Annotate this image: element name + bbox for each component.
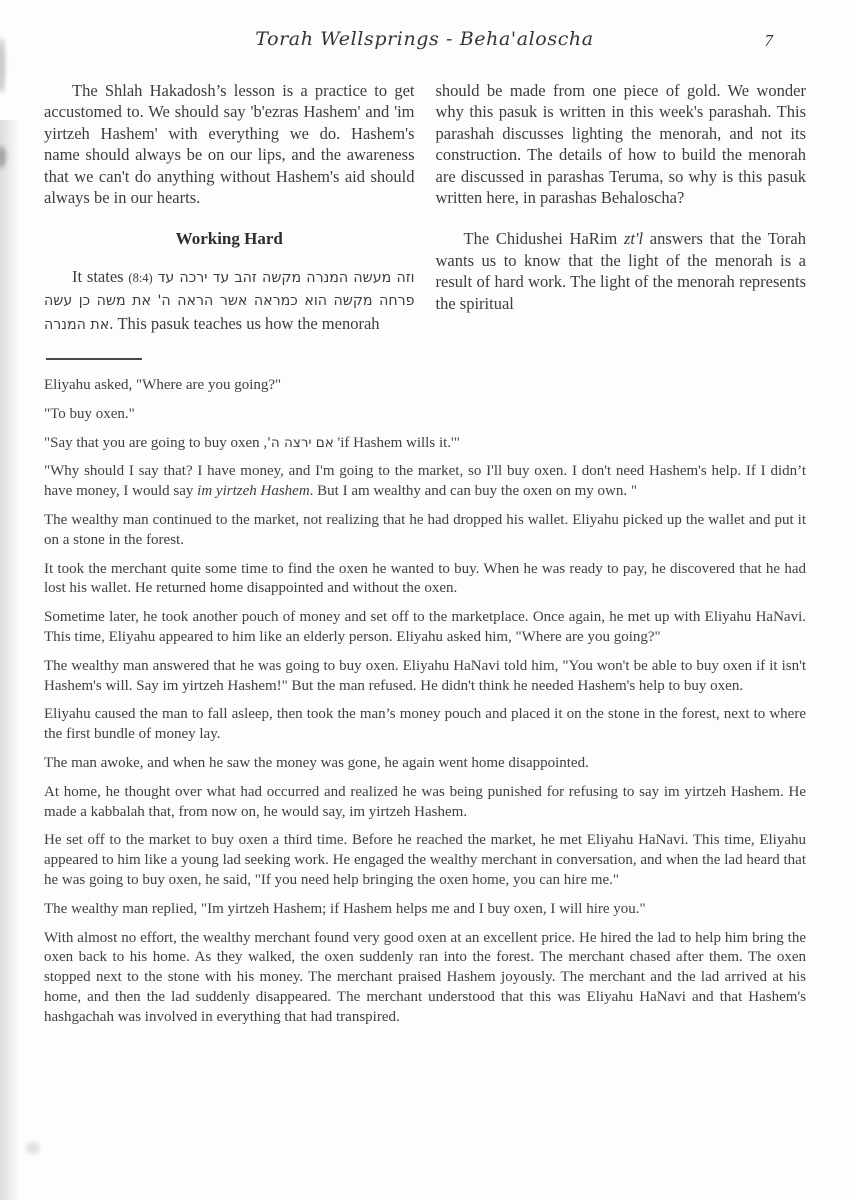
italic-text: zt'l: [623, 229, 644, 249]
footnote-divider: [46, 358, 142, 360]
footnote-paragraph: [44, 462, 806, 502]
two-column-body: [0, 80, 849, 336]
footnote-paragraph: [44, 405, 806, 425]
text-run: It states: [72, 266, 129, 286]
body-paragraph: [44, 80, 415, 208]
hebrew-phrase: וזה מעשה המנרה מקשה זהב עד ירכה עד פרחה מקשה הוא כמראה אשר הראה ה' את משה כן עשה את המנרה: [44, 269, 415, 333]
text-run: It took the merchant quite some time to find the oxen he wanted to buy. When he was ready to pay, he discovered that he had lost his wallet. He returned home disappointed and without the oxen.: [44, 560, 806, 597]
footnote-paragraph: [44, 929, 806, 1028]
text-run: Sometime later, he took another pouch of money and set off to the marketplace. Once again, he met up with Eliyahu HaNavi. This time, Eliyahu appeared to him like an elderly person. Eliyahu asked him, "Where are you going?": [44, 609, 806, 646]
text-run: answers that the Torah wants us to know that the light of the menorah is a result of hard work. The light of the menorah represents the spiritual: [435, 229, 806, 313]
text-run: The man awoke, and when he saw the money was gone, he again went home disappointed.: [44, 755, 589, 772]
text-run: At home, he thought over what had occurred and realized he was being punished for refusing to say im yirtzeh Hashem. He made a kabbalah that, from now on, he would say, im yirtzeh Hashem.: [44, 783, 806, 820]
footnote-paragraph: [44, 754, 806, 774]
footnote-paragraph: [44, 511, 806, 551]
text-run: 'if Hashem wills it.'": [333, 434, 460, 451]
text-run: "Why should I say that? I have money, and I'm going to the market, so I'll buy oxen. I don't need Hashem's help. If I didn’t have money, I would say: [44, 463, 806, 500]
footnote-paragraph: [44, 783, 806, 823]
text-run: . This pasuk teaches us how the menorah: [109, 313, 380, 333]
text-run: Eliyahu caused the man to fall asleep, then took the man’s money pouch and placed it on the stone in the forest, next to where the first bundle of money lay.: [44, 706, 806, 743]
text-run: The Chidushei HaRim: [463, 229, 624, 249]
footnote-paragraph: [44, 376, 806, 396]
body-paragraph: [436, 228, 807, 314]
text-run: He set off to the market to buy oxen a third time. Before he reached the market, he met Eliyahu HaNavi. This time, Eliyahu appeared to him like a young lad seeking work. He engaged the wealthy merchant in conversation, and when the lad heard that he was going to buy oxen, he said, "If you need help bringing the oxen home, you can hire me.": [44, 832, 806, 888]
footnote-paragraph: [44, 560, 806, 600]
body-paragraph: [44, 266, 415, 336]
text-run: . But I am wealthy and can buy the oxen on my own. ": [309, 483, 637, 500]
text-run: "Say that you are going to buy oxen ,: [44, 434, 268, 451]
page-number: 7: [764, 31, 773, 50]
text-run: The wealthy man answered that he was going to buy oxen. Eliyahu HaNavi told him, "You won't be able to buy oxen if it isn't Hashem's will. Say im yirtzeh Hashem!" But the man refused. He didn't think he needed Hashem's help to buy oxen.: [44, 657, 806, 694]
scan-smudge: [26, 1142, 40, 1154]
footnote-paragraph: [44, 434, 806, 454]
footnote-paragraph: [44, 900, 806, 920]
left-column: [44, 80, 415, 336]
page-title: Torah Wellsprings - Beha'aloscha: [255, 28, 594, 50]
page-header: [0, 28, 849, 58]
footnote-paragraph: [44, 657, 806, 697]
footnote-paragraph: [44, 831, 806, 890]
verse-reference: (8:4): [128, 270, 153, 285]
italic-text: im yirtzeh Hashem: [197, 483, 310, 500]
text-run: The wealthy man replied, "Im yirtzeh Hashem; if Hashem helps me and I buy oxen, I will hire you.": [44, 900, 646, 917]
text-run: should be made from one piece of gold. We wonder why this pasuk is written in this week's parashah. This parashah discusses lighting the menorah, and not its construction. The details of how to build the menorah are discussed in parashas Teruma, so why is this pasuk written here, in parashas Behaloscha?: [435, 81, 806, 208]
text-run: With almost no effort, the wealthy merchant found very good oxen at an excellent price. He hired the lad to help him bring the oxen back to his home. As they walked, the oxen suddenly ran into the forest. The merchant chased after them. The oxen stopped next to the stone with his money. The merchant praised Hashem joyously. The merchant and the lad arrived at his home, and then the lad suddenly disappeared. The merchant understood that this was Eliyahu HaNavi and that Hashem's hashgachah was involved in everything that had transpired.: [44, 929, 806, 1025]
section-heading: Working Hard: [175, 229, 283, 249]
text-run: "To buy oxen.": [44, 405, 135, 422]
right-column: [436, 80, 807, 336]
footnotes-section: [0, 376, 849, 1028]
body-paragraph: [436, 80, 807, 208]
text-run: Eliyahu asked, "Where are you going?": [44, 377, 282, 394]
text-run: The wealthy man continued to the market, not realizing that he had dropped his wallet. Eliyahu picked up the wallet and put it on a stone in the forest.: [44, 512, 806, 548]
hebrew-phrase: אם ירצה ה': [267, 434, 334, 451]
text-run: The Shlah Hakadosh’s lesson is a practice to get accustomed to. We should say 'b'ezras Hashem' and 'im yirtzeh Hashem' with everything we do. Hashem's name should always be on our lips, and the awareness that we can't do anything without Hashem's aid should always be in our hearts.: [44, 81, 415, 208]
footnote-paragraph: [44, 705, 806, 745]
footnote-paragraph: [44, 608, 806, 648]
